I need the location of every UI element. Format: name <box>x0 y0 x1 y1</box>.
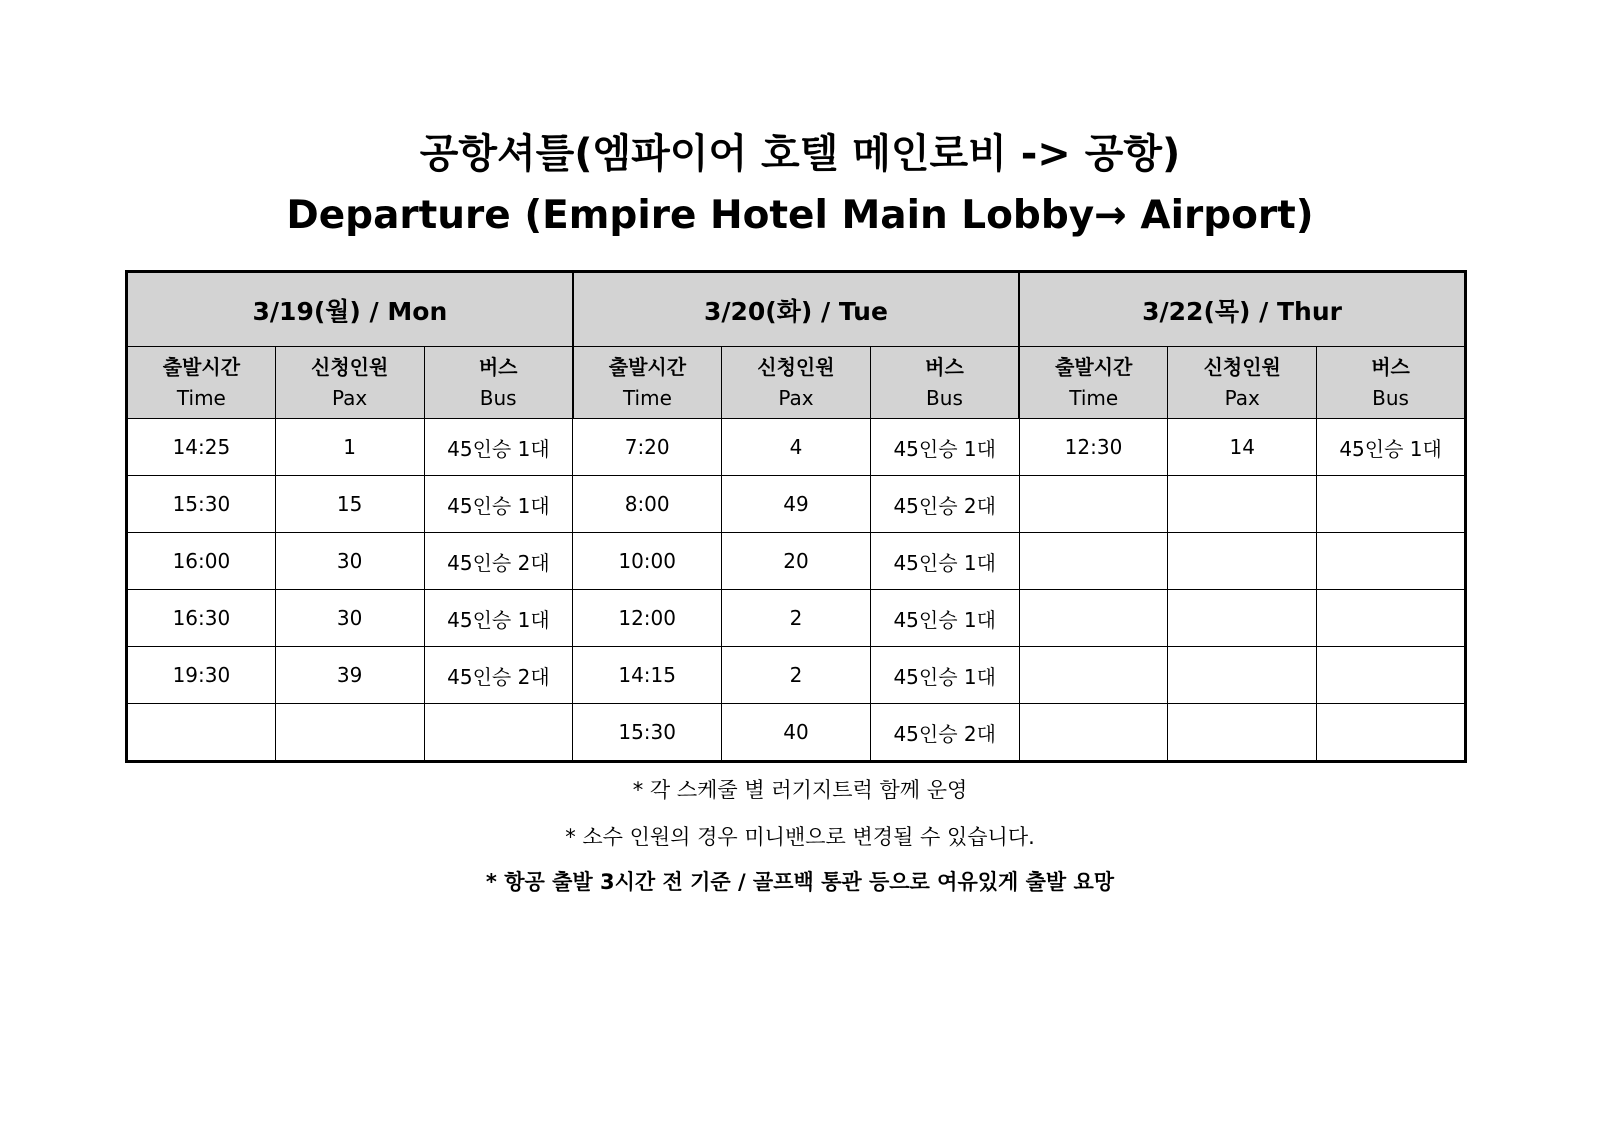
column-header-pax-en: Pax <box>332 385 368 410</box>
table-row <box>127 647 1466 704</box>
bus-cell <box>1317 647 1466 704</box>
page-title-english: Departure (Empire Hotel Main Lobby→ Airport) <box>286 193 1314 238</box>
column-header-pax <box>1168 347 1317 419</box>
bus-cell: 45인승 1대 <box>870 533 1019 590</box>
column-header-bus-ko: 버스 <box>478 354 518 379</box>
column-header-bus-ko: 버스 <box>1371 354 1410 379</box>
column-header-time <box>127 347 276 419</box>
bus-cell: 45인승 1대 <box>870 419 1019 476</box>
bus-cell <box>1317 476 1466 533</box>
column-header-pax <box>722 347 871 419</box>
bus-cell: 45인승 1대 <box>424 590 573 647</box>
pax-cell: 30 <box>275 533 424 590</box>
column-header-pax-ko: 신청인원 <box>1203 354 1281 379</box>
time-cell: 15:30 <box>573 704 722 762</box>
table-row <box>127 476 1466 533</box>
pax-cell: 39 <box>275 647 424 704</box>
column-header-bus <box>870 347 1019 419</box>
time-cell: 14:15 <box>573 647 722 704</box>
table-row <box>127 533 1466 590</box>
pax-cell: 30 <box>275 590 424 647</box>
column-header-time-en: Time <box>1069 385 1119 410</box>
day-header-tue: 3/20(화) / Tue <box>573 272 1019 347</box>
column-header-time-en: Time <box>176 385 226 410</box>
bus-cell: 45인승 2대 <box>424 647 573 704</box>
column-header-pax-ko: 신청인원 <box>311 354 389 379</box>
column-header-bus-en: Bus <box>1372 385 1409 410</box>
bus-cell <box>1317 533 1466 590</box>
column-header-time-ko: 출발시간 <box>162 354 241 379</box>
time-cell: 16:30 <box>127 590 276 647</box>
pax-cell: 15 <box>275 476 424 533</box>
shuttle-schedule-table <box>125 270 1467 763</box>
bus-cell: 45인승 1대 <box>870 647 1019 704</box>
column-header-pax-en: Pax <box>778 385 814 410</box>
time-cell <box>1019 647 1168 704</box>
bus-cell <box>1317 704 1466 762</box>
pax-cell <box>275 704 424 762</box>
time-cell <box>1019 704 1168 762</box>
time-cell: 10:00 <box>573 533 722 590</box>
pax-cell <box>1168 647 1317 704</box>
bus-cell <box>424 704 573 762</box>
time-cell: 16:00 <box>127 533 276 590</box>
day-header-row <box>127 272 1466 347</box>
pax-cell: 49 <box>722 476 871 533</box>
bus-cell: 45인승 2대 <box>870 476 1019 533</box>
column-header-pax-ko: 신청인원 <box>757 354 835 379</box>
column-header-time <box>1019 347 1168 419</box>
day-header-mon: 3/19(월) / Mon <box>127 272 573 347</box>
time-cell <box>1019 533 1168 590</box>
bus-cell: 45인승 1대 <box>870 590 1019 647</box>
day-header-thur: 3/22(목) / Thur <box>1019 272 1465 347</box>
column-header-time <box>573 347 722 419</box>
bus-cell <box>1317 590 1466 647</box>
pax-cell: 40 <box>722 704 871 762</box>
pax-cell <box>1168 590 1317 647</box>
column-header-row <box>127 347 1466 419</box>
column-header-bus <box>1317 347 1466 419</box>
pax-cell <box>1168 533 1317 590</box>
time-cell: 12:30 <box>1019 419 1168 476</box>
pax-cell <box>1168 476 1317 533</box>
bus-cell: 45인승 2대 <box>870 704 1019 762</box>
column-header-time-en: Time <box>622 385 672 410</box>
page-title-korean: 공항셔틀(엠파이어 호텔 메인로비 -> 공항) <box>419 131 1181 177</box>
time-cell: 7:20 <box>573 419 722 476</box>
time-cell: 8:00 <box>573 476 722 533</box>
pax-cell: 14 <box>1168 419 1317 476</box>
column-header-bus <box>424 347 573 419</box>
pax-cell <box>1168 704 1317 762</box>
note-luggage-truck: * 각 스케줄 별 러기지트럭 함께 운영 <box>632 778 968 802</box>
table-row <box>127 704 1466 762</box>
time-cell: 14:25 <box>127 419 276 476</box>
table-row <box>127 590 1466 647</box>
column-header-bus-ko: 버스 <box>925 354 964 379</box>
column-header-pax-en: Pax <box>1224 385 1260 410</box>
pax-cell: 4 <box>722 419 871 476</box>
pax-cell: 1 <box>275 419 424 476</box>
pax-cell: 2 <box>722 647 871 704</box>
time-cell: 19:30 <box>127 647 276 704</box>
column-header-time-ko: 출발시간 <box>1055 354 1133 379</box>
column-header-pax <box>275 347 424 419</box>
bus-cell: 45인승 1대 <box>424 476 573 533</box>
column-header-time-ko: 출발시간 <box>608 354 687 379</box>
pax-cell: 20 <box>722 533 871 590</box>
pax-cell: 2 <box>722 590 871 647</box>
table-row <box>127 419 1466 476</box>
time-cell <box>127 704 276 762</box>
column-header-bus-en: Bus <box>926 385 963 410</box>
note-departure-advice: * 항공 출발 3시간 전 기준 / 골프백 통관 등으로 여유있게 출발 요망 <box>485 870 1115 894</box>
time-cell <box>1019 590 1168 647</box>
time-cell <box>1019 476 1168 533</box>
time-cell: 12:00 <box>573 590 722 647</box>
column-header-bus-en: Bus <box>479 385 517 410</box>
bus-cell: 45인승 1대 <box>1317 419 1466 476</box>
bus-cell: 45인승 2대 <box>424 533 573 590</box>
time-cell: 15:30 <box>127 476 276 533</box>
note-minivan: * 소수 인원의 경우 미니밴으로 변경될 수 있습니다. <box>565 825 1035 849</box>
bus-cell: 45인승 1대 <box>424 419 573 476</box>
